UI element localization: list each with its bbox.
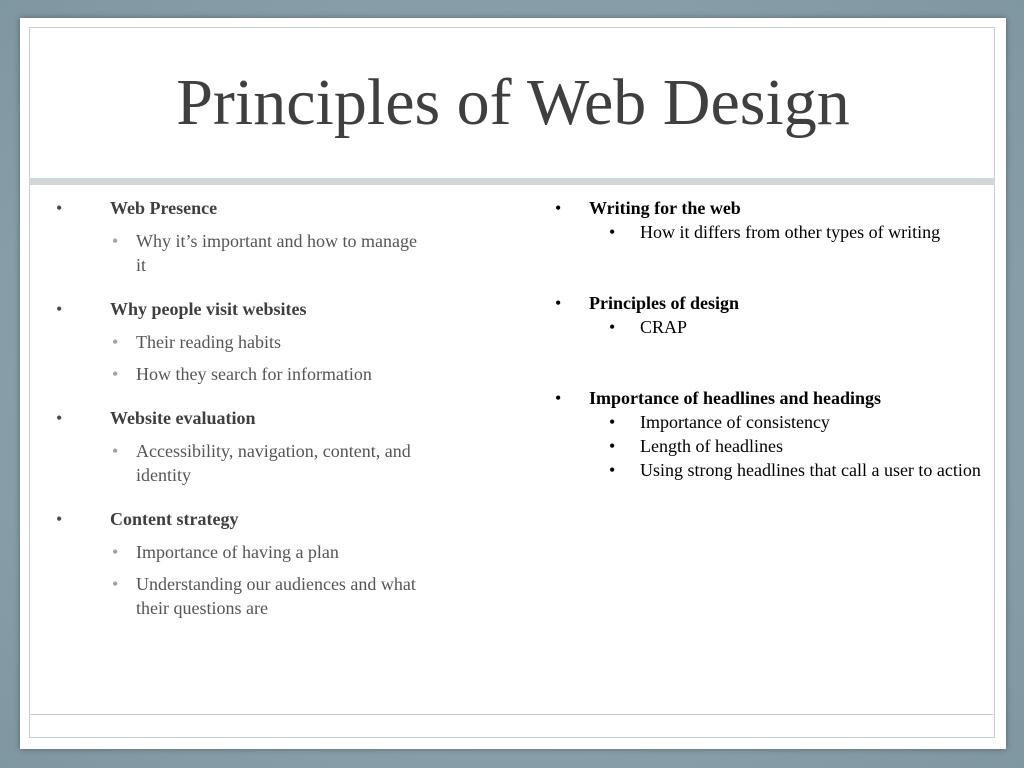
sub-item bbox=[50, 540, 430, 564]
sub-item bbox=[532, 410, 992, 434]
sub-list bbox=[532, 410, 992, 482]
sub-bullet-icon: • bbox=[609, 317, 616, 337]
sub-item-text: Length of headlines bbox=[640, 436, 783, 456]
bullet-icon: • bbox=[56, 408, 63, 428]
sub-list bbox=[50, 330, 430, 386]
bullet-label: Principles of design bbox=[589, 293, 740, 313]
sub-list bbox=[50, 439, 430, 487]
bullet-item bbox=[532, 196, 992, 244]
sub-item-text: How they search for information bbox=[136, 364, 372, 384]
sub-list bbox=[532, 220, 992, 244]
sub-list bbox=[50, 229, 430, 277]
left-column bbox=[50, 196, 430, 640]
slide-title: Principles of Web Design bbox=[176, 66, 850, 139]
sub-list bbox=[50, 540, 430, 620]
sub-item bbox=[50, 439, 430, 487]
sub-item bbox=[532, 458, 992, 482]
bullet-item bbox=[50, 297, 430, 386]
bullet-icon: • bbox=[56, 198, 63, 218]
sub-item bbox=[532, 315, 992, 339]
sub-bullet-icon: • bbox=[609, 436, 616, 456]
sub-item bbox=[532, 220, 992, 244]
sub-item-text: Understanding our audiences and what their questions are bbox=[136, 574, 416, 618]
sub-item bbox=[50, 362, 430, 386]
sub-item-text: How it differs from other types of writing bbox=[640, 222, 941, 242]
sub-item-text: Importance of consistency bbox=[640, 412, 830, 432]
sub-bullet-icon: • bbox=[609, 222, 616, 242]
sub-bullet-icon: • bbox=[112, 332, 119, 352]
sub-bullet-icon: • bbox=[112, 364, 119, 384]
sub-bullet-icon: • bbox=[609, 460, 616, 480]
sub-item bbox=[50, 330, 430, 354]
sub-item bbox=[50, 229, 430, 277]
sub-item bbox=[50, 572, 430, 620]
right-column bbox=[532, 196, 992, 529]
bullet-icon: • bbox=[56, 299, 63, 319]
sub-list bbox=[532, 315, 992, 339]
sub-item-text: Accessibility, navigation, content, and identity bbox=[136, 441, 411, 485]
title-divider bbox=[30, 178, 995, 185]
bullet-item bbox=[50, 507, 430, 620]
bullet-label: Content strategy bbox=[110, 509, 239, 529]
bullet-item bbox=[532, 386, 992, 482]
bullet-icon: • bbox=[555, 388, 562, 408]
bullet-icon: • bbox=[555, 293, 562, 313]
bullet-label: Why people visit websites bbox=[110, 299, 307, 319]
bullet-item bbox=[50, 406, 430, 487]
sub-bullet-icon: • bbox=[112, 542, 119, 562]
sub-bullet-icon: • bbox=[112, 574, 119, 594]
sub-item-text: Importance of having a plan bbox=[136, 542, 339, 562]
bullet-label: Website evaluation bbox=[110, 408, 256, 428]
bullet-item bbox=[50, 196, 430, 277]
bullet-label: Web Presence bbox=[110, 198, 218, 218]
sub-item-text: Why it’s important and how to manage it bbox=[136, 231, 417, 275]
sub-bullet-icon: • bbox=[112, 231, 119, 251]
sub-item-text: CRAP bbox=[640, 317, 688, 337]
bullet-icon: • bbox=[555, 198, 562, 218]
bullet-icon: • bbox=[56, 509, 63, 529]
sub-item-text: Using strong headlines that call a user to action bbox=[640, 460, 981, 480]
sub-item bbox=[532, 434, 992, 458]
slide bbox=[20, 18, 1006, 749]
bullet-label: Writing for the web bbox=[589, 198, 741, 218]
sub-bullet-icon: • bbox=[112, 441, 119, 461]
bullet-label: Importance of headlines and headings bbox=[589, 388, 882, 408]
sub-bullet-icon: • bbox=[609, 412, 616, 432]
sub-item-text: Their reading habits bbox=[136, 332, 281, 352]
bullet-item bbox=[532, 291, 992, 339]
footer-divider bbox=[30, 714, 995, 715]
